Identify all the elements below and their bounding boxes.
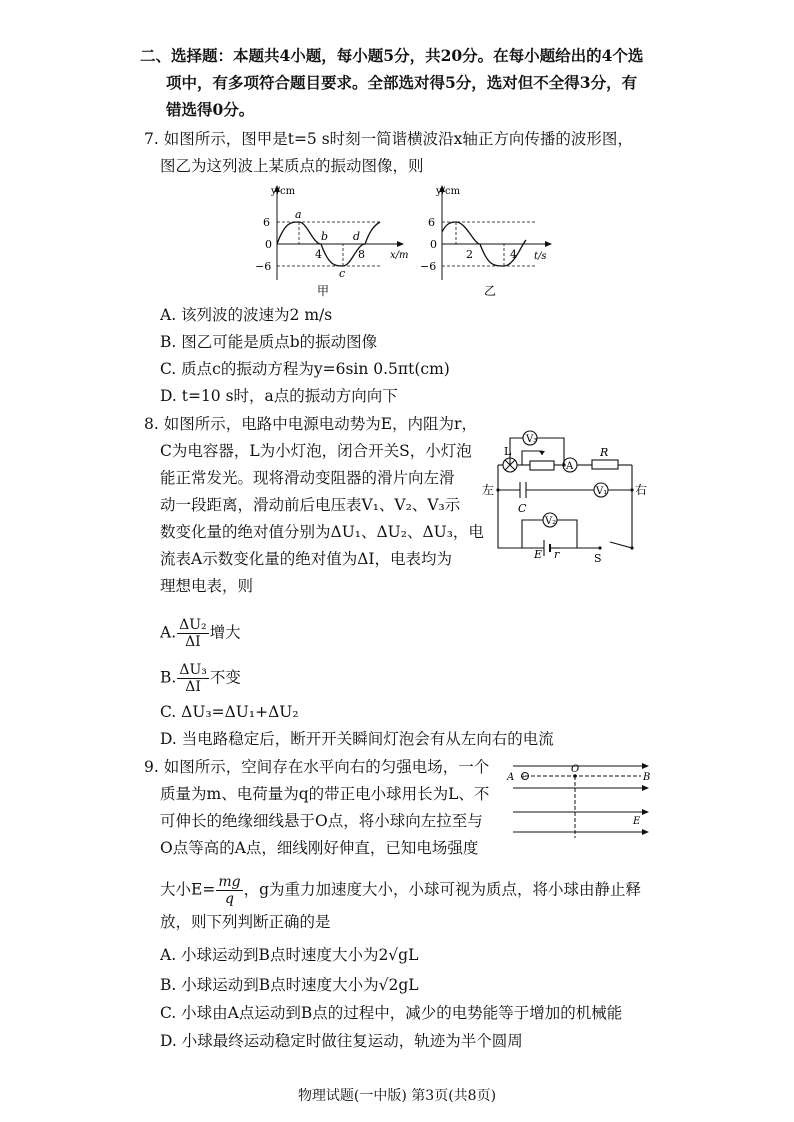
q7-wave-ytick-6: 6 [263, 216, 270, 229]
section-line-1: 二、选择题：本题共4小题，每小题5分，共20分。在每小题给出的4个选 [140, 46, 644, 65]
q9-field-fraction [216, 874, 242, 907]
q8-option-c: C. ΔU₃=ΔU₁+ΔU₂ [160, 703, 299, 721]
q8-option-a-fraction [177, 617, 209, 650]
q8-stem-2: C为电容器，L为小灯泡，闭合开关S，小灯泡 [160, 442, 472, 460]
q9-stem-5-post: ，g为重力加速度大小，小球可视为质点，将小球由静止释 [243, 880, 641, 899]
q7-option-c: C. 质点c的振动方程为y=6sin 0.5πt(cm) [160, 360, 450, 378]
q7-vib-caption: 乙 [484, 284, 497, 298]
circuit-emf-label: E [534, 548, 543, 561]
q9-option-b: B. 小球运动到B点时速度大小为√2gL [160, 976, 419, 994]
q9-option-d: D. 小球最终运动稳定时做往复运动，轨迹为半个圆周 [160, 1032, 523, 1050]
q9-point-o: O [571, 764, 580, 775]
q8-option-a: A. $\frac{\text{ΔU₂}}{\Delta I}$ 增大 [160, 617, 241, 650]
q8-stem-5: 数变化量的绝对值分别为ΔU₁、ΔU₂、ΔU₃，电 [160, 523, 484, 541]
q7-point-c: c [339, 267, 346, 280]
circuit-lamp-label: L [504, 445, 512, 458]
q7-stem-1: 7. 如图所示，图甲是t=5 s时刻一简谐横波沿x轴正方向传播的波形图， [144, 130, 633, 148]
section-line-2: 项中，有多项符合题目要求。全部选对得5分，选对但不全得3分，有 [166, 73, 638, 92]
q7-point-a: a [295, 208, 302, 221]
q7-vib-xtick-2: 2 [466, 248, 473, 261]
circuit-v3-label: V₃ [526, 434, 538, 445]
q9-option-c: C. 小球由A点运动到B点的过程中，减少的电势能等于增加的机械能 [160, 1004, 623, 1022]
q7-option-a: A. 该列波的波速为2 m/s [160, 306, 333, 324]
q7-point-d: d [353, 230, 361, 243]
q7-wave-graph [255, 180, 409, 300]
q7-wave-ylabel: y/cm [271, 186, 296, 197]
page-footer: 物理试题(一中版) 第3页(共8页) [297, 1088, 497, 1104]
q9-point-a: A [507, 772, 515, 783]
q7-stem-2: 图乙为这列波上某质点的振动图像，则 [160, 157, 424, 175]
q9-point-b: B [643, 772, 651, 783]
q7-wave-caption: 甲 [317, 284, 330, 298]
q9-stem-5-pre: 大小E= [160, 880, 216, 899]
q7-point-b: b [321, 230, 329, 243]
q9-field-numerator: mg [218, 874, 241, 890]
q7-vib-ytick-0: 0 [430, 238, 437, 251]
q9-stem-3: 可伸长的绝缘细线悬于O点，将小球向左拉至与 [160, 812, 483, 830]
q8-option-a-numerator: ΔU₂ [179, 617, 207, 633]
q8-circuit-diagram [482, 420, 652, 575]
q8-option-b-tail: 不变 [209, 668, 241, 687]
q7-wave-ytick-neg6: −6 [255, 260, 272, 273]
q7-vib-ytick-neg6: −6 [420, 260, 437, 273]
q9-stem-6: 放，则下列判断正确的是 [160, 913, 331, 931]
circuit-ammeter-label: A [566, 461, 574, 472]
circuit-right-label: 右 [635, 483, 648, 497]
q8-option-d: D. 当电路稳定后，断开开关瞬间灯泡会有从左向右的电流 [160, 730, 554, 748]
q8-stem-6: 流表A示数变化量的绝对值为ΔI，电表均为 [160, 550, 453, 568]
section-line-3: 错选得0分。 [166, 100, 255, 119]
q7-vibration-graph [420, 180, 570, 300]
q7-vib-ylabel: y/cm [436, 186, 461, 197]
q9-stem-4: O点等高的A点，细线刚好伸直，已知电场强度 [160, 839, 479, 857]
q7-vib-xlabel: t/s [534, 251, 547, 262]
circuit-switch-label: S [594, 552, 602, 565]
q9-option-a: A. 小球运动到B点时速度大小为2√gL [160, 946, 419, 964]
q7-wave-xlabel: x/m [390, 250, 409, 261]
circuit-resistor-label: R [600, 446, 609, 459]
q8-stem-4: 动一段距离，滑动前后电压表V₁、V₂、V₃示 [160, 496, 461, 514]
q8-option-b: B. $\frac{\text{ΔU₃}}{\Delta I}$ 不变 [160, 662, 241, 695]
q7-wave-xtick-4: 4 [315, 248, 322, 261]
q8-option-a-tail: 增大 [209, 623, 241, 642]
q8-stem-3: 能正常发光。现将滑动变阻器的滑片向左滑 [160, 469, 455, 487]
q8-option-b-numerator: ΔU₃ [179, 662, 207, 678]
q8-option-a-denominator: ΔI [185, 634, 201, 650]
circuit-v2-label: V₂ [545, 516, 557, 527]
q9-field-denominator: q [224, 891, 234, 907]
q9-field-diagram [505, 760, 655, 840]
q9-field-e-label: E [633, 816, 641, 827]
q9-stem-5 [160, 874, 641, 907]
circuit-internal-r-label: r [554, 548, 560, 561]
q7-vib-ytick-6: 6 [428, 216, 435, 229]
q9-charge-plus-icon: + [520, 773, 526, 781]
q8-option-b-denominator: ΔI [185, 679, 201, 695]
q8-option-b-fraction [177, 662, 209, 695]
q9-stem-2: 质量为m、电荷量为q的带正电小球用长为L、不 [160, 785, 490, 803]
circuit-capacitor-label: C [518, 502, 527, 515]
q7-wave-ytick-0: 0 [265, 238, 272, 251]
q7-wave-xtick-8: 8 [358, 248, 365, 261]
q8-stem-1: 8. 如图所示，电路中电源电动势为E，内阻为r， [144, 415, 477, 433]
q9-stem-1: 9. 如图所示，空间存在水平向右的匀强电场，一个 [144, 758, 490, 776]
q8-stem-7: 理想电表，则 [160, 577, 254, 595]
circuit-v1-label: V₁ [596, 486, 608, 497]
q7-option-b: B. 图乙可能是质点b的振动图像 [160, 333, 378, 351]
circuit-left-label: 左 [482, 483, 495, 497]
q7-option-d: D. t=10 s时，a点的振动方向向下 [160, 387, 398, 405]
q7-vib-xtick-4: 4 [510, 248, 517, 261]
